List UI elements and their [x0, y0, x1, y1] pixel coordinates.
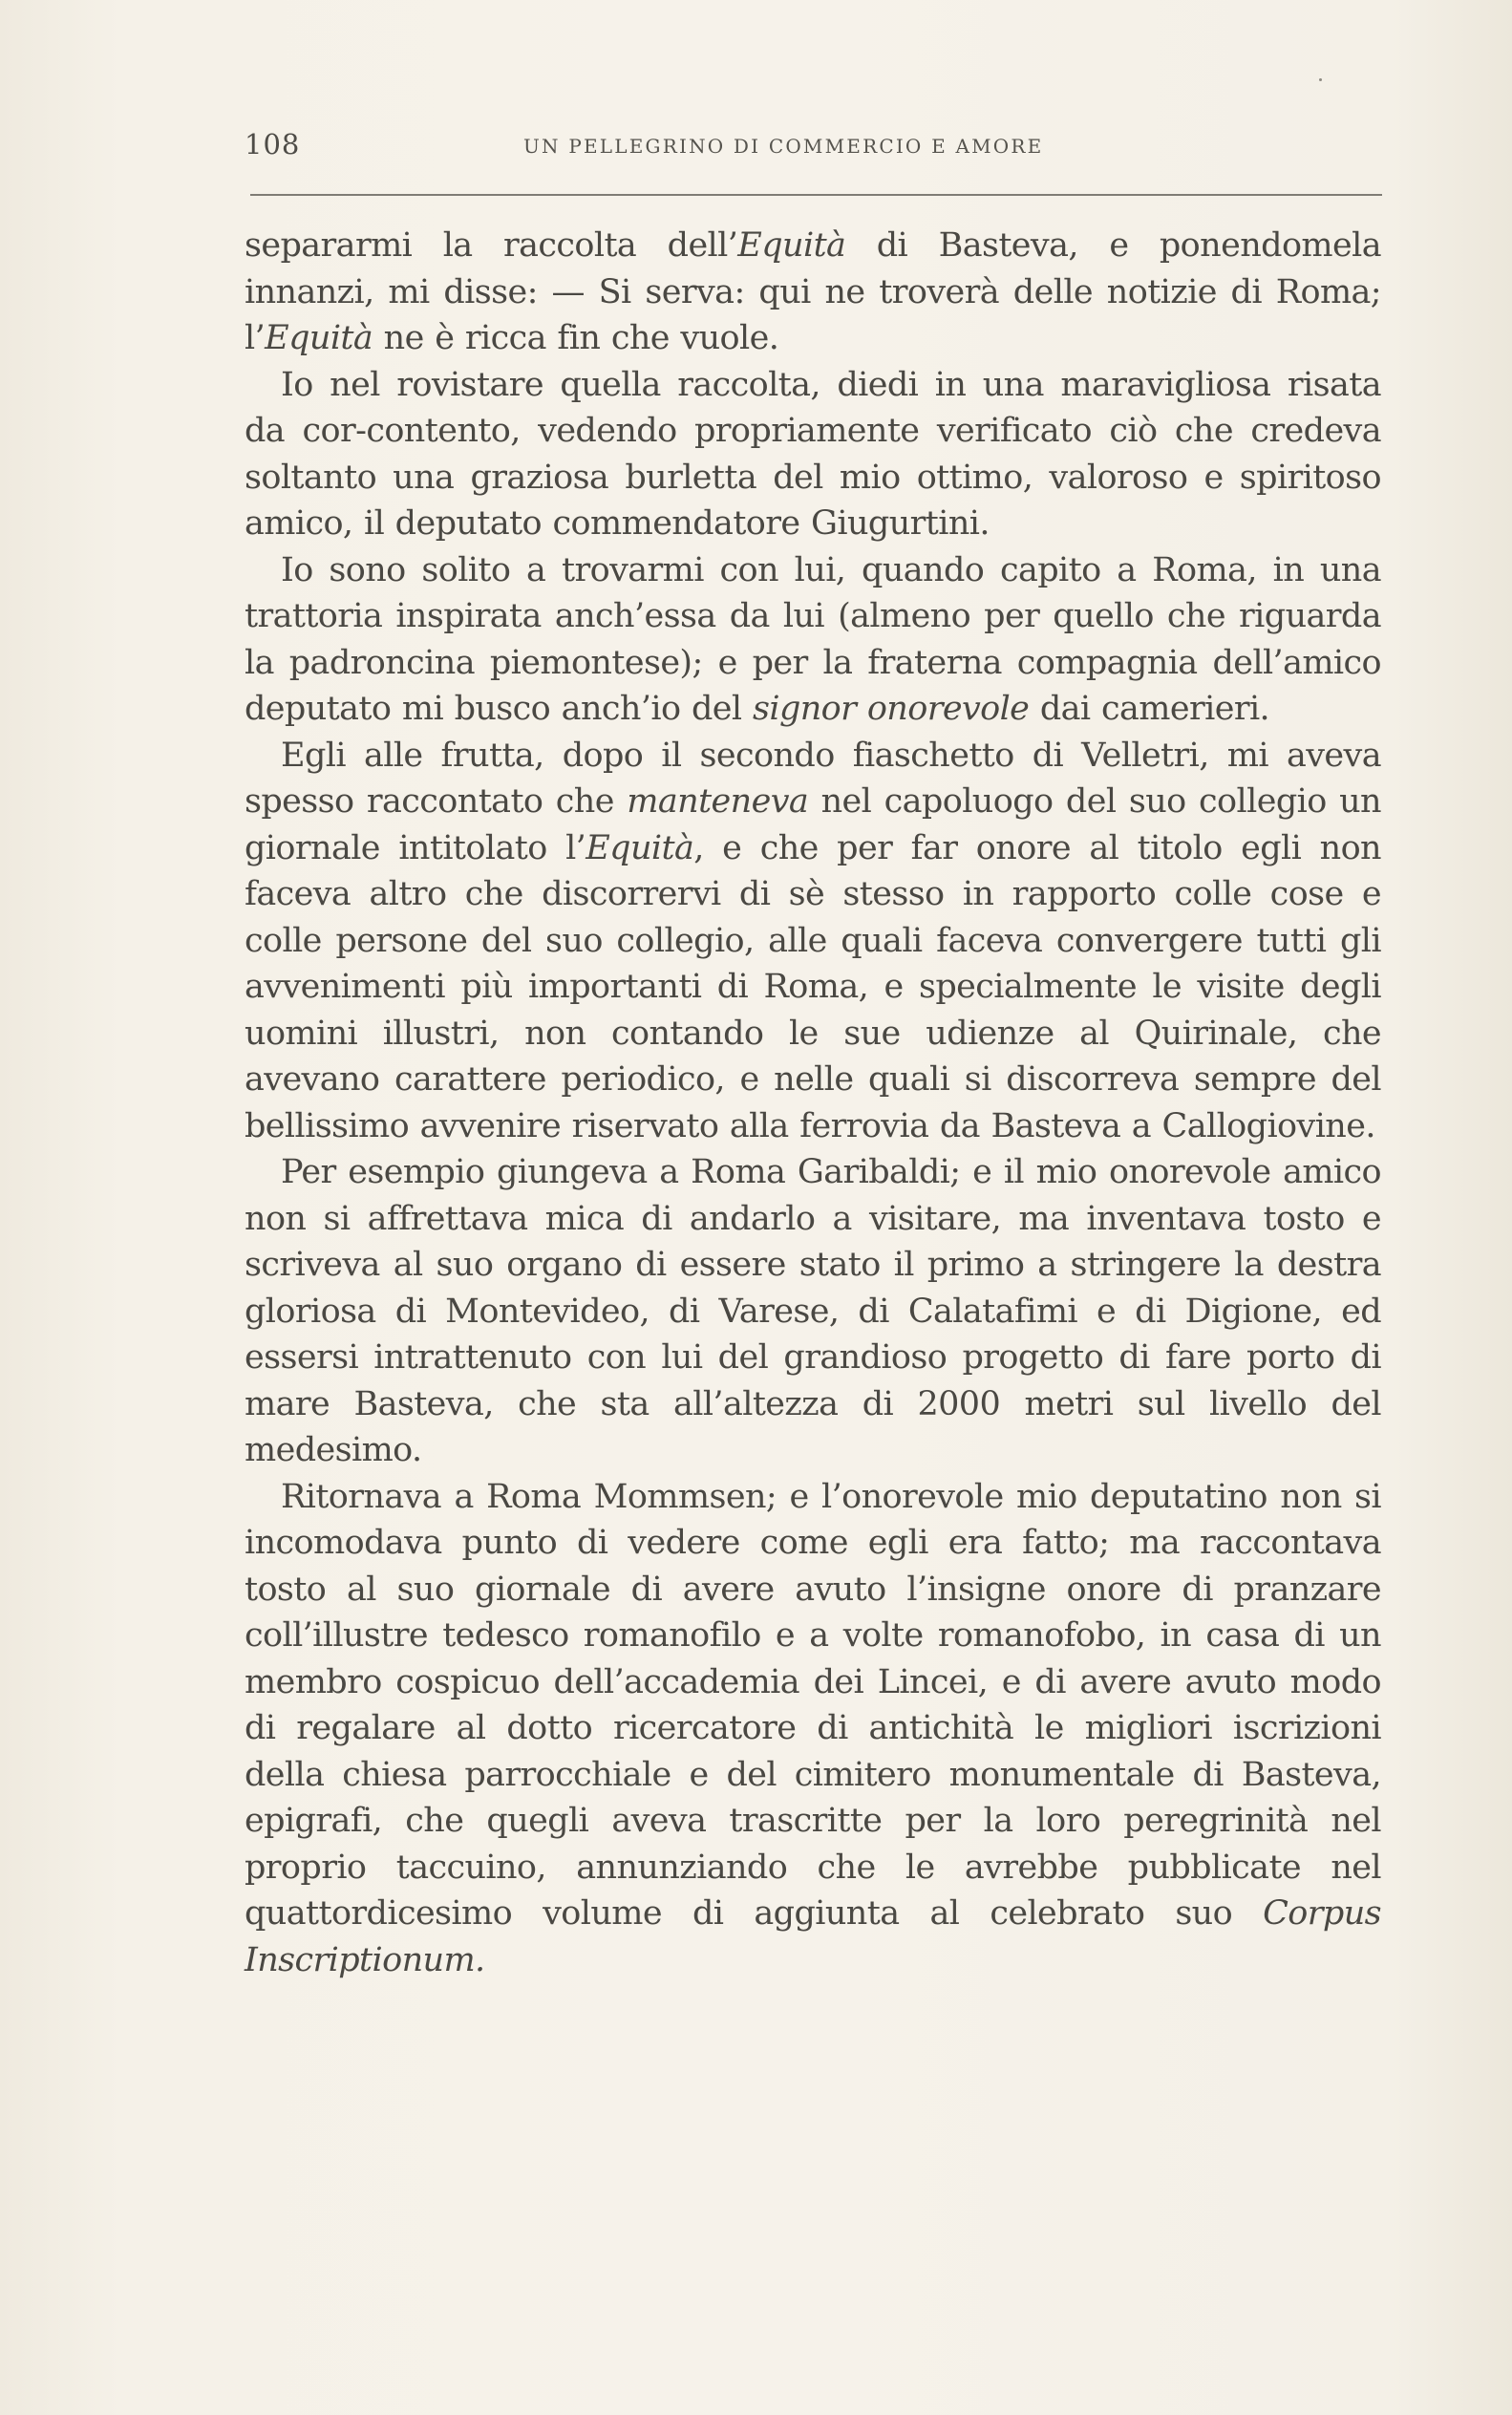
- body-text: [245, 223, 1381, 1983]
- paragraph: Egli alle frutta, dopo il secondo fiaschetto di Velletri, mi aveva spesso raccontato che manteneva nel capoluogo del suo collegio un giornale intitolato l’Equità, e che per far onore al titolo egli non faceva altro che discorrervi di sè stesso in rapporto colle cose e colle persone del suo collegio, alle quali faceva convergere tutti gli avvenimenti più importanti di Roma, e specialmente le visite degli uomini illustri, non contando le sue udienze al Quirinale, che avevano carattere periodico, e nelle quali si discorreva sempre del bellissimo avvenire riservato alla ferrovia da Basteva a Callogiovine.: [245, 736, 1382, 1145]
- header-rule: [250, 194, 1382, 196]
- page-speck: [1319, 78, 1322, 81]
- paragraph: Io nel rovistare quella raccolta, diedi in una maravigliosa risata da cor-contento, vedendo propriamente verificato ciò che credeva soltanto una graziosa burletta del mio ottimo, valoroso e spiritoso amico, il deputato commendatore Giugurtini.: [245, 365, 1381, 543]
- italic-title: Equità: [737, 226, 846, 265]
- italic-title: Equità: [265, 319, 373, 357]
- italic-word: manteneva: [627, 782, 809, 821]
- italic-title: Corpus Inscriptionum.: [245, 1894, 1381, 1979]
- page-header: [245, 128, 1386, 166]
- paragraph: separarmi la raccolta dell’Equità di Basteva, e ponendomela innanzi, mi disse: — Si serva: qui ne troverà delle notizie di Roma; l’Equità ne è ricca fin che vuole.: [245, 226, 1381, 357]
- paragraph: Ritornava a Roma Mommsen; e l’onorevole mio deputatino non si incomodava punto di vedere come egli era fatto; ma raccontava tosto al suo giornale di avere avuto l’insigne onore di pranzare coll’illustre tedesco romanofilo e a volte romanofobo, in casa di un membro cospicuo dell’accademia dei Lincei, e di avere avuto modo di regalare al dotto ricercatore di antichità le migliori iscrizioni della chiesa parrocchiale e del cimitero monumentale di Basteva, epigrafi, che quegli aveva trascritte per la loro peregrinità nel proprio taccuino, annunziando che le avrebbe pubblicate nel quattordicesimo volume di aggiunta al celebrato suo Corpus Inscriptionum.: [245, 1477, 1381, 1979]
- page-number: 108: [245, 128, 301, 160]
- italic-phrase: signor onorevole: [752, 690, 1030, 728]
- paragraph: Io sono solito a trovarmi con lui, quando capito a Roma, in una trattoria inspirata anch’essa da lui (almeno per quello che riguarda la padroncina piemontese); e per la fraterna compagnia dell’amico deputato mi busco anch’io del signor onorevole dai camerieri.: [245, 550, 1381, 728]
- paragraph: Per esempio giungeva a Roma Garibaldi; e il mio onorevole amico non si affrettava mica di andarlo a visitare, ma inventava tosto e scriveva al suo organo di essere stato il primo a stringere la destra gloriosa di Montevideo, di Varese, di Calatafimi e di Digione, ed essersi intrattenuto con lui del grandioso progetto di fare porto di mare Basteva, che sta all’altezza di 2000 metri sul livello del medesimo.: [245, 1153, 1381, 1469]
- running-head: UN PELLEGRINO DI COMMERCIO E AMORE: [523, 135, 1044, 158]
- italic-title: Equità: [586, 828, 694, 867]
